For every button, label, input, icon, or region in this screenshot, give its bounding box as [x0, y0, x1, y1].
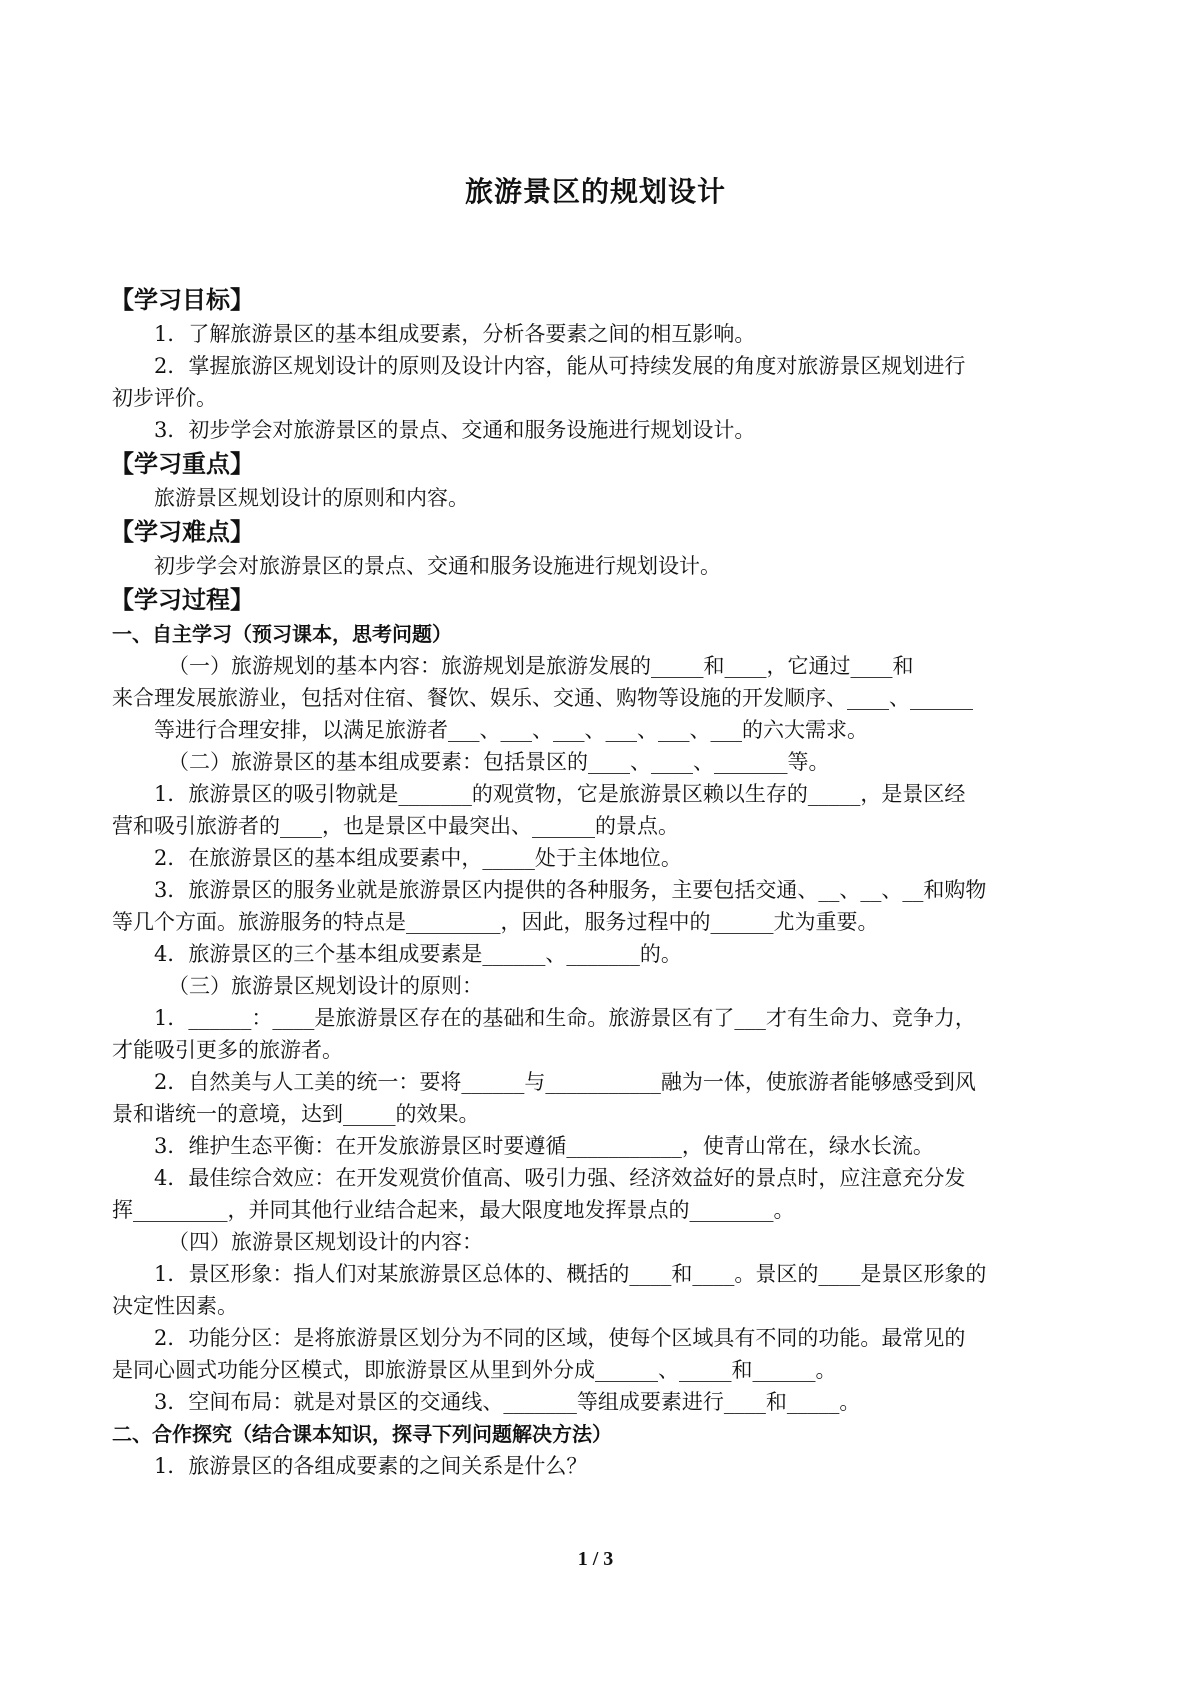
section-cooperative-inquiry: 二、合作探究（结合课本知识，探寻下列问题解决方法） — [112, 1422, 612, 1446]
text-line: 决定性因素。 — [112, 1294, 238, 1318]
question-1: 1．旅游景区的各组成要素的之间关系是什么？ — [154, 1454, 588, 1478]
text-line: 才能吸引更多的旅游者。 — [112, 1038, 343, 1062]
goal-item-3: 3．初步学会对旅游景区的景点、交通和服务设施进行规划设计。 — [154, 418, 756, 442]
text-line: 等进行合理安排，以满足旅游者___、___、___、___、___、___的六大需求。 — [154, 718, 868, 742]
page-number: 1 / 3 — [577, 1548, 614, 1570]
heading-learning-process: 【学习过程】 — [110, 586, 254, 614]
heading-key-points: 【学习重点】 — [110, 450, 254, 478]
text-line: 3．空间布局：就是对景区的交通线、_______等组成要素进行____和_____。 — [154, 1390, 861, 1414]
goal-item-1: 1．了解旅游景区的基本组成要素，分析各要素之间的相互影响。 — [154, 322, 756, 346]
text-line: 4．最佳综合效应：在开发观赏价值高、吸引力强、经济效益好的景点时，应注意充分发 — [154, 1166, 966, 1190]
text-line: （一）旅游规划的基本内容：旅游规划是旅游发展的_____和____，它通过____和 — [168, 654, 914, 678]
text-line: （三）旅游景区规划设计的原则： — [168, 974, 483, 998]
section-self-study: 一、自主学习（预习课本，思考问题） — [112, 622, 452, 646]
document-body — [112, 282, 1088, 1482]
text-line: （二）旅游景区的基本组成要素：包括景区的____、____、_______等。 — [168, 750, 830, 774]
text-line: 1．旅游景区的吸引物就是_______的观赏物，它是旅游景区赖以生存的_____，是景区经 — [154, 782, 966, 806]
text-line: 3．旅游景区的服务业就是旅游景区内提供的各种服务，主要包括交通、__、__、__和购物 — [154, 878, 987, 902]
heading-difficulty: 【学习难点】 — [110, 518, 254, 546]
text-line: 2．在旅游景区的基本组成要素中，_____处于主体地位。 — [154, 846, 682, 870]
heading-learning-goals: 【学习目标】 — [110, 286, 254, 314]
text-line: 来合理发展旅游业，包括对住宿、餐饮、娱乐、交通、购物等设施的开发顺序、____、______ — [112, 686, 973, 710]
page-title: 旅游景区的规划设计 — [464, 175, 726, 208]
goal-item-2: 2．掌握旅游区规划设计的原则及设计内容，能从可持续发展的角度对旅游景区规划进行 — [154, 354, 966, 378]
text-line: 2．自然美与人工美的统一：要将______与___________融为一体，使旅游者能够感受到风 — [154, 1070, 976, 1094]
text-line: 4．旅游景区的三个基本组成要素是______、_______的。 — [154, 942, 682, 966]
text-line: 1．景区形象：指人们对某旅游景区总体的、概括的____和____。景区的____是景区形象的 — [154, 1262, 987, 1286]
text-line: 景和谐统一的意境，达到_____的效果。 — [112, 1102, 480, 1126]
key-points-text: 旅游景区规划设计的原则和内容。 — [154, 486, 469, 510]
difficulty-text: 初步学会对旅游景区的景点、交通和服务设施进行规划设计。 — [154, 554, 721, 578]
text-line: 3．维护生态平衡：在开发旅游景区时要遵循___________，使青山常在，绿水长流。 — [154, 1134, 934, 1158]
text-line: 1．______：____是旅游景区存在的基础和生命。旅游景区有了___才有生命力、竞争力， — [154, 1006, 976, 1030]
text-line: （四）旅游景区规划设计的内容： — [168, 1230, 483, 1254]
text-line: 挥_________，并同其他行业结合起来，最大限度地发挥景点的________。 — [112, 1198, 795, 1222]
text-line: 营和吸引旅游者的____，也是景区中最突出、______的景点。 — [112, 814, 679, 838]
text-line: 2．功能分区：是将旅游景区划分为不同的区域，使每个区域具有不同的功能。最常见的 — [154, 1326, 966, 1350]
goal-item-2-cont: 初步评价。 — [112, 386, 217, 410]
text-line: 等几个方面。旅游服务的特点是_________，因此，服务过程中的______尤为重要。 — [112, 910, 879, 934]
text-line: 是同心圆式功能分区模式，即旅游景区从里到外分成______、_____和______。 — [112, 1358, 837, 1382]
